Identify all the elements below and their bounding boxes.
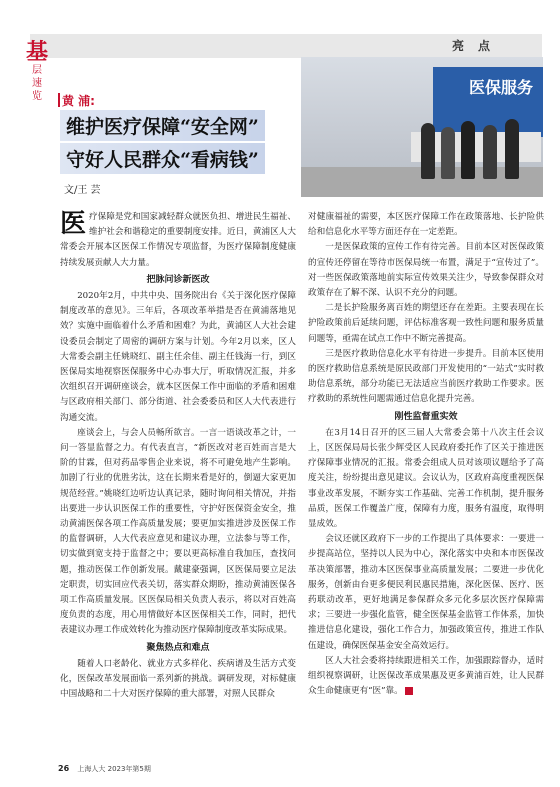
photo-person xyxy=(441,127,455,179)
right-column xyxy=(308,210,544,700)
photo-person xyxy=(483,125,497,179)
paragraph: 一是医保政策的宣传工作有待完善。目前本区对医保政策的宣传还停留在等待市医保局统一布置，满足于“宣传过了”。对一些医保政策落地前实际宣传效果关注少，导致参保群众对政策存在了解不深、认识不充分的问题。 xyxy=(308,242,544,299)
paragraph: 2020年2月，中共中央、国务院出台《关于深化医疗保障制度改革的意见》。三年后，各项改革举措是否在黄浦落地见效？实施中面临着什么矛盾和困难？为此，黄浦区人大社会建设委员会制定了周密的调研方案与计划。今年2月以来，区人大常委会副主任姚晓红、副主任余佳、副主任钱海一行，到区医保局实地视察医保服务中心办事大厅，听取情况汇报，并多次组织召开调研座谈会，就本区医保工作中面临的矛盾和困难与区政府相关部门、部分街道、社会委委员和区人大代表进行沟通交流。 xyxy=(60,291,296,423)
left-column xyxy=(60,210,296,703)
article-author: 文/王 芸 xyxy=(64,185,101,196)
subheading: 刚性监督重实效 xyxy=(394,411,458,422)
column-marker xyxy=(26,40,48,103)
paragraph: 随着人口老龄化、就业方式多样化、疾病谱及生活方式变化，医保改革发展面临一系列新的挑战。调研发现，对标健康中国战略和二十大对医疗保障的重大部署，对照人民群众 xyxy=(60,658,296,700)
paragraph: 三是医疗救助信息化水平有待进一步提升。目前本区使用的医疗救助信息系统是原民政部门开发使用的“一站式”实时救助信息系统，部分功能已无法适应当前医疗救助工作要求。医疗救助的系统性问题需通过信息化提升完善。 xyxy=(308,348,544,405)
photo-person xyxy=(505,119,519,179)
section-header-bar xyxy=(30,34,542,58)
paragraph: 区人大社会委将持续跟进相关工作，加强跟踪督办，适时组织视察调研，让医保改革成果惠及更多黄浦百姓，让人民群众生命健康更有“医”靠。 xyxy=(308,655,544,697)
issue-info: 2023年第5期 xyxy=(107,765,151,773)
magazine-name: 上海人大 xyxy=(77,765,106,773)
paragraph: 在3月14日召开的区三届人大常委会第十八次主任会议上，区医保局局长张少辉受区人民政府委托作了区关于推进医疗保障事业情况的汇报。常委会组成人员对该项议题给予了高度关注，纷纷提出意见建议。会议认为，区政府高度重视医保事业改革发展，不断夯实工作基础、完善工作机制，提升服务品质，医保工作覆盖广度，保障有力度，服务有温度，取得明显成效。 xyxy=(308,427,544,530)
dropcap: 医 xyxy=(60,209,87,239)
paragraph: 会议还就区政府下一步的工作提出了具体要求：一要进一步提高站位，坚持以人民为中心，深化落实中央和本市医保改革决策部署，推动本区医保事业高质量发展；二要进一步优化服务，创新由台更多便民利民惠民措施，深化医保、医疗、医药联动改革，更好地满足参保群众多元化多层次医疗保障需求；三要进一步强化监管，健全医保基金监管工作体系，加快推进信息化建设，强化工作合力，加强政策宣传，推进工作队伍建设，确保医保基金安全高效运行。 xyxy=(308,534,544,651)
paragraph: 座谈会上，与会人员畅所欲言。一言一语谈改革之计，一问一答显监督之力。有代表直言，“新医改对老百姓而言是大阶的甘霖，但对药品零售企业来说，将不可避免地产生影响。加剧了行业的优胜劣汰，这在长期来看是好的，倒逼大家更加规范经营。”姚晓红边听边认真记录，随时询问相关情况，并指出要进一步认识医保工作的重要性，守护好医保资金安全，推动黄浦医保各项工作高质量发展；要更加实推进涉及医保工作的监督调研，人大代表应意见和建议办理，立法参与等工作，切实做到宽支持于监督之中；要以更高标准自我加压，查找问题，推动医保工作创新发展。戴建豪强调，区医保局要立足法定职责，切实回应代表关切，落实群众期盼，推动黄浦医保各项工作高质量发展。区医保局相关负责人表示，将以对百姓高度负责的态度，用心用情做好本区医保相关工作，同时，把代表建议办理工作成效转化为推动医疗保障制度改革实际成果。 xyxy=(60,427,296,636)
subheading: 把脉问诊新医改 xyxy=(146,274,210,285)
page-footer xyxy=(58,764,151,774)
section-label: 亮点 xyxy=(451,39,504,53)
article-kicker: 黄 浦: xyxy=(62,94,95,108)
article-title-line2: 守好人民群众“看病钱” xyxy=(60,143,265,174)
paragraph: 二是长护险服务离百姓的期望还存在差距。主要表现在长护险政策前后延续问题，评估标准客观一致性问题和服务质量问题等，亟需在试点工作中不断完善提高。 xyxy=(308,303,544,344)
end-mark-icon xyxy=(405,687,413,695)
article-photo xyxy=(301,57,543,197)
photo-sign-text: 医保服务 xyxy=(468,78,533,97)
paragraph: 医疗保障是党和国家减轻群众就医负担、增进民生福祉、维护社会和谐稳定的重要制度安排。近日，黄浦区人大常委会开展本区医保工作情况专项监督，为医疗保障制度健康持续发展贡献人大力量。 xyxy=(60,209,296,268)
article-title-line1: 维护医疗保障“安全网” xyxy=(60,110,265,141)
page-number: 26 xyxy=(58,764,70,773)
column-marker-text: 层速览 xyxy=(32,65,42,102)
kicker-accent xyxy=(58,93,60,107)
photo-person xyxy=(421,123,435,179)
paragraph: 对健康福祉的需要，本区医疗保障工作在政策落地、长护险供给和信息化水平等方面还存在一定差距。 xyxy=(308,212,544,238)
subheading: 聚焦热点和难点 xyxy=(146,642,210,653)
column-marker-char: 基 xyxy=(26,39,49,65)
photo-person xyxy=(461,121,475,179)
